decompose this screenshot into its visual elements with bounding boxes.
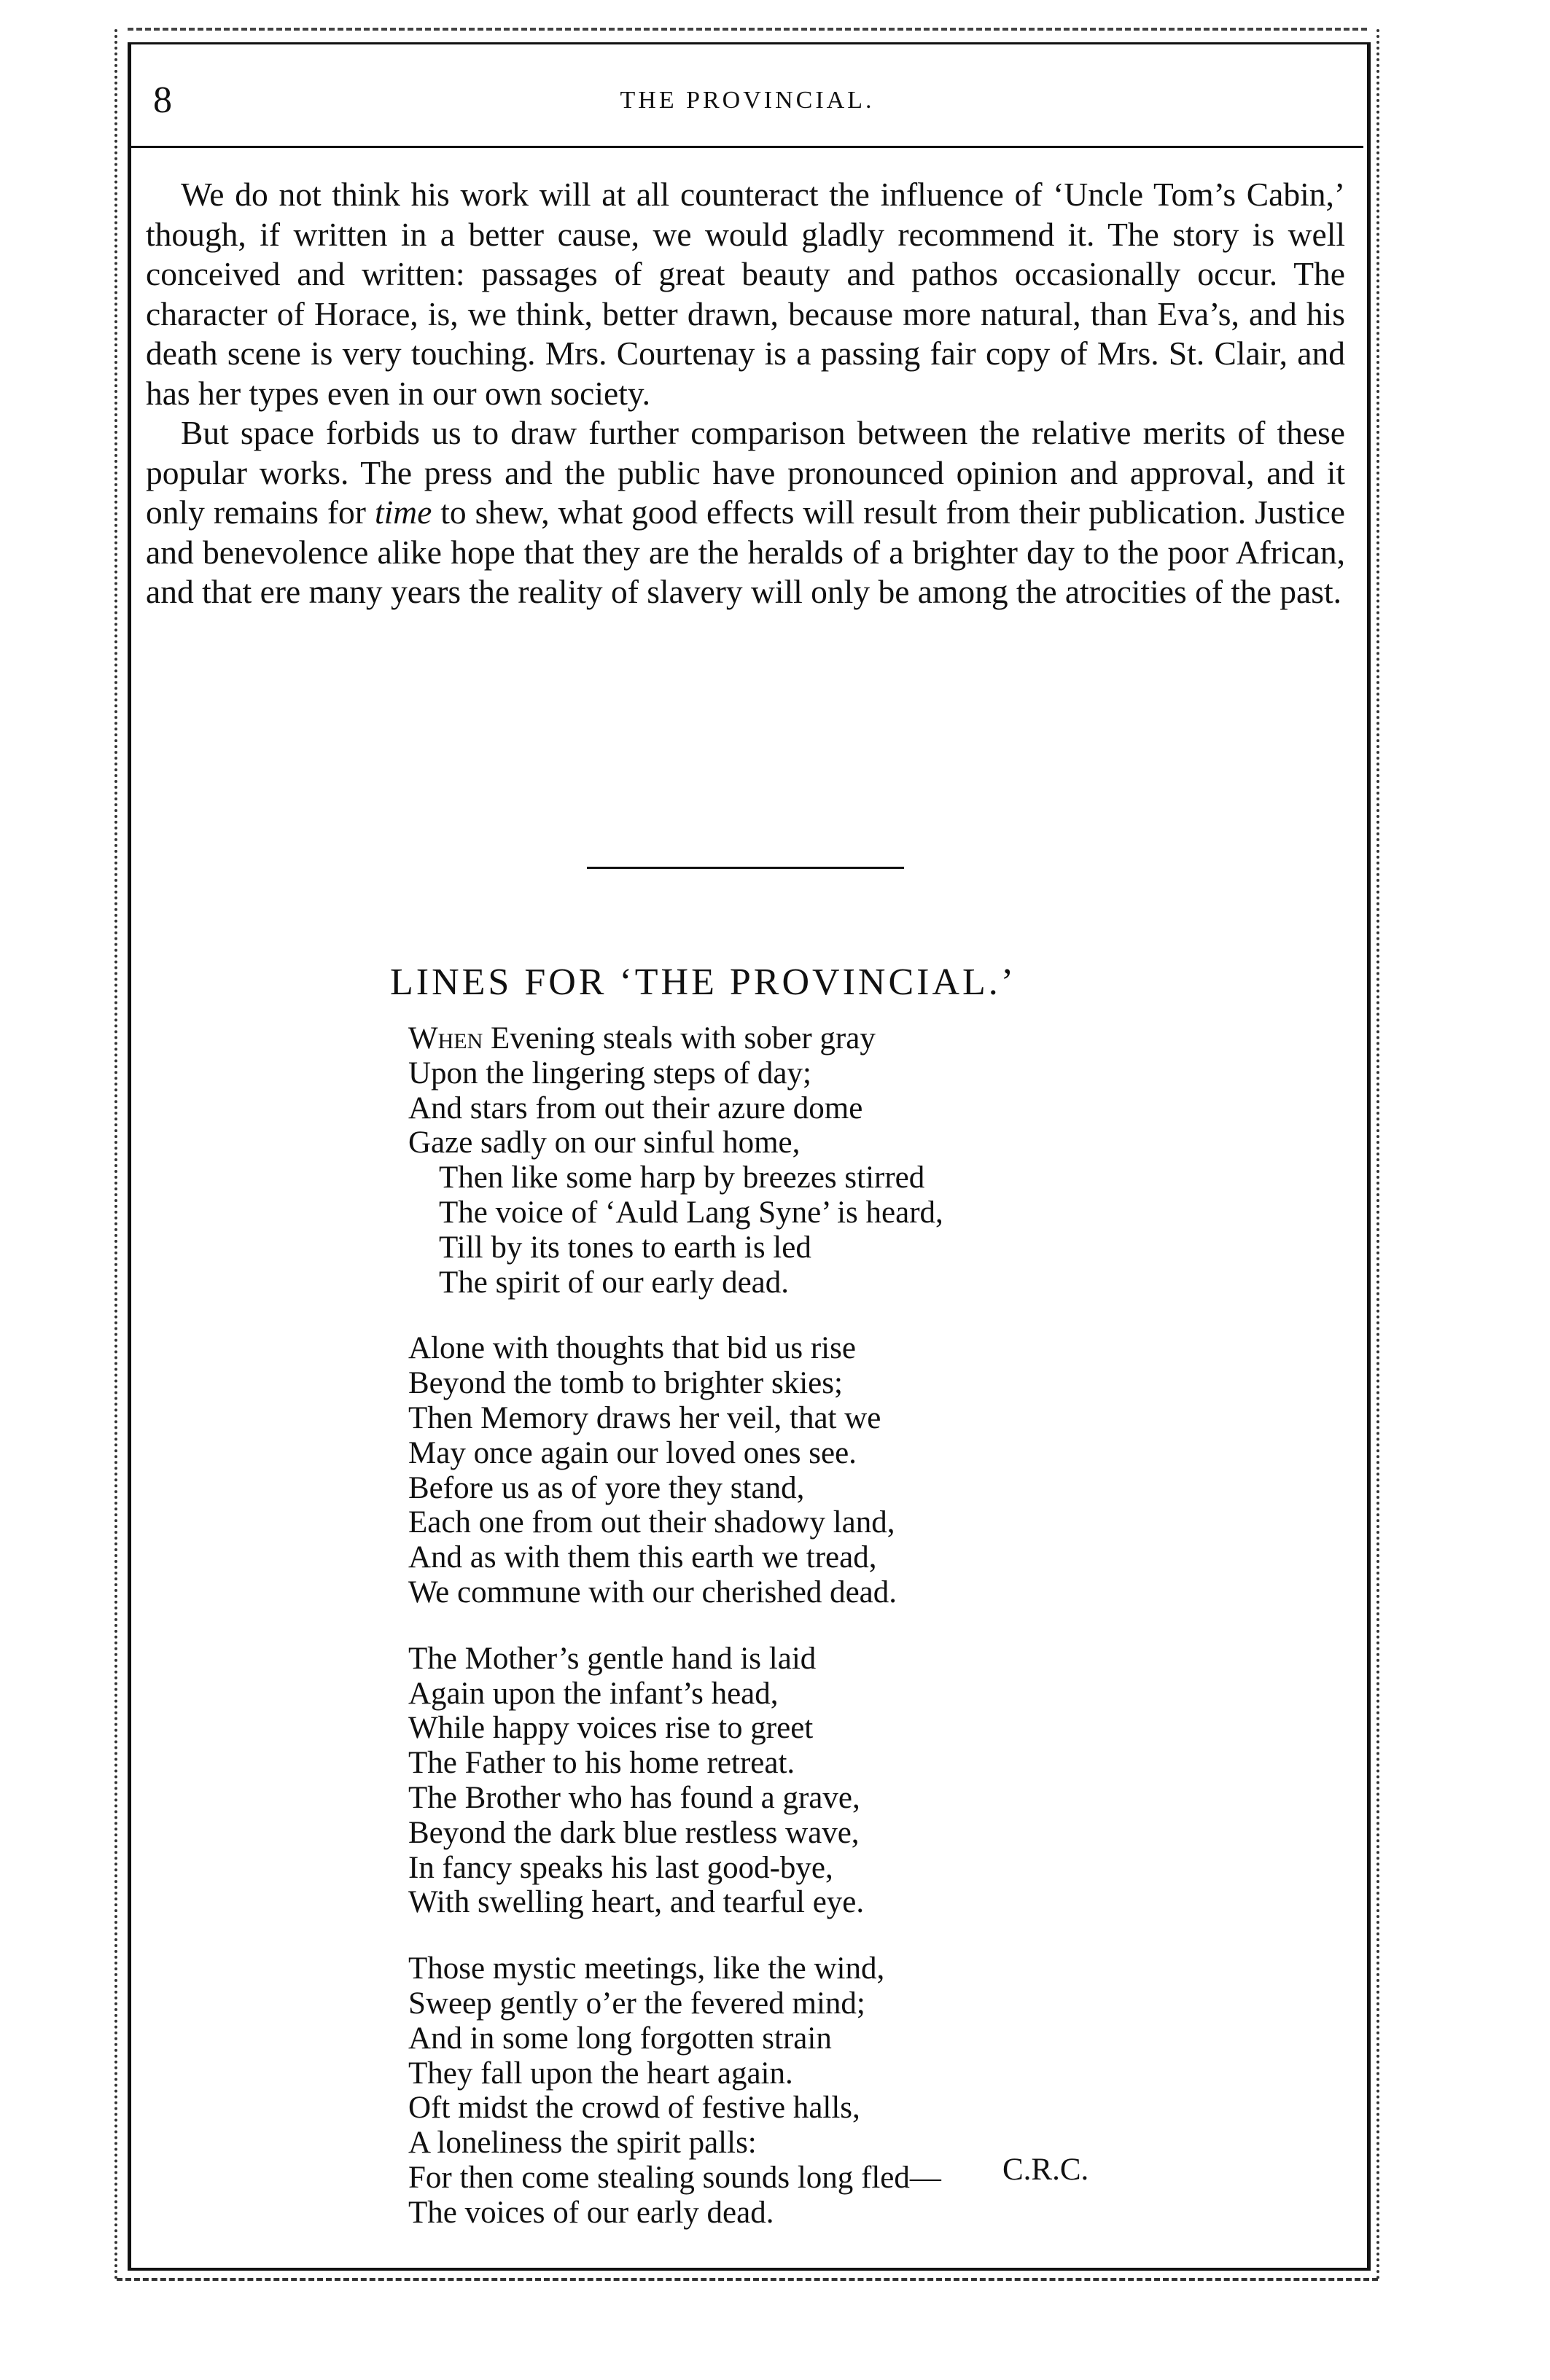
poem-line <box>408 1230 1283 1265</box>
paragraph-2-emphasis: time <box>374 493 432 531</box>
poem-line <box>408 1851 1283 1886</box>
poem-line-text: Then Memory draws her veil, that we <box>408 1400 881 1435</box>
poem-stanza <box>408 1642 1283 1920</box>
poem-line <box>408 1816 1283 1851</box>
poem-line <box>408 2091 1283 2126</box>
poem-line-text: Each one from out their shadowy land, <box>408 1505 895 1540</box>
poem-line <box>408 1331 1283 1366</box>
poem-line-text: Evening steals with sober gray <box>483 1021 876 1056</box>
paragraph-1-text: We do not think his work will at all counteract the influence of ‘Uncle Tom’s Cabin,’ though, if written in a better cause, we would gladly recommend it. The story is well conceived and written: passages of great beauty and pathos occasionally occur. The character of Horace, is, we think, better drawn, because more natural, than Eva’s, and his death scene is very touching. Mrs. Courtenay is a passing fair copy of Mrs. St. Clair, and has her types even in our own society. <box>146 176 1345 412</box>
poem-line-text: Till by its tones to earth is led <box>439 1230 811 1265</box>
article-body <box>146 175 1345 612</box>
poem-line-text: Gaze sadly on our sinful home, <box>408 1125 801 1160</box>
poem-line <box>408 1056 1283 1091</box>
poem-line <box>408 1160 1283 1195</box>
poem-line <box>408 1265 1283 1300</box>
poem-line <box>408 1505 1283 1540</box>
poem-line <box>408 2161 1283 2196</box>
poem-line <box>408 1746 1283 1781</box>
poem-line <box>408 1540 1283 1575</box>
poem-line-text: With swelling heart, and tearful eye. <box>408 1885 865 1920</box>
poem-line <box>408 1471 1283 1506</box>
poem-line-text: The Brother who has found a grave, <box>408 1780 860 1815</box>
article-paragraph-2 <box>146 413 1345 612</box>
poem-line <box>408 1642 1283 1677</box>
poem-line <box>408 2056 1283 2091</box>
poem-line-text: And in some long forgotten strain <box>408 2021 832 2056</box>
poem-line-text: Then like some harp by breezes stirred <box>439 1160 925 1195</box>
top-border-rule <box>128 28 1367 31</box>
poem-line-text: Oft midst the crowd of festive halls, <box>408 2091 860 2126</box>
poem-line-text: For then come stealing sounds long fled— <box>408 2160 941 2195</box>
poem-line-text: The voice of ‘Auld Lang Syne’ is heard, <box>439 1195 943 1230</box>
poem-line-text: The voices of our early dead. <box>408 2195 774 2230</box>
poem-line <box>408 1677 1283 1712</box>
poem-line-text: Sweep gently o’er the fevered mind; <box>408 1986 865 2021</box>
poem-line <box>408 2196 1283 2231</box>
section-divider <box>587 867 904 869</box>
poem-line <box>408 1575 1283 1610</box>
poem-line-text: Before us as of yore they stand, <box>408 1470 805 1505</box>
poem-line <box>408 1195 1283 1230</box>
paragraph-2-text-after: to shew, what good effects will result from their publication. Justice and benevolence alike hope that they are the heralds of a brighter day to the poor African, and that ere many years the reality of slavery will only be among the atrocities of the past. <box>146 493 1345 610</box>
poem-line <box>408 1021 1283 1056</box>
poem-line <box>408 1436 1283 1471</box>
poem-line-text: A loneliness the spirit palls: <box>408 2126 757 2161</box>
right-border-rule <box>1376 29 1379 2282</box>
left-border-rule <box>114 29 117 2282</box>
poem-line-text: In fancy speaks his last good-bye, <box>408 1850 833 1885</box>
poem-line <box>408 1885 1283 1920</box>
poem-line-text: May once again our loved ones see. <box>408 1435 857 1470</box>
page-header <box>131 66 1363 148</box>
poem-line <box>408 2126 1283 2161</box>
poem-line-text: Alone with thoughts that bid us rise <box>408 1331 856 1366</box>
poem-line <box>408 1781 1283 1816</box>
article-paragraph-1 <box>146 175 1345 413</box>
poem-line-text: And as with them this earth we tread, <box>408 1540 877 1575</box>
bottom-border-rule <box>117 2278 1378 2281</box>
poem-line-text: The spirit of our early dead. <box>439 1265 789 1300</box>
poem-line <box>408 1125 1283 1160</box>
poem-line-text: They fall upon the heart again. <box>408 2056 793 2091</box>
poem-line-text: Beyond the tomb to brighter skies; <box>408 1366 843 1401</box>
poem-line <box>408 1711 1283 1746</box>
poem-line <box>408 1091 1283 1126</box>
page-number: 8 <box>153 79 172 121</box>
poem-line-text: Upon the lingering steps of day; <box>408 1056 811 1090</box>
poem-line-text: Beyond the dark blue restless wave, <box>408 1815 860 1850</box>
poem-body <box>408 1021 1283 2231</box>
poem-line-text: Those mystic meetings, like the wind, <box>408 1951 885 1986</box>
paragraph-2-text-before: But space forbids us to draw further comparison between the relative merits of these popular works. The press and the public have pronounced opinion and approval, and it only remains for <box>146 414 1345 531</box>
poem-line-text: Again upon the infant’s head, <box>408 1676 779 1711</box>
poem-opening-word: When <box>408 1021 483 1056</box>
poem-line <box>408 2021 1283 2056</box>
poem-signature: C.R.C. <box>1002 2153 1089 2187</box>
poem-title: LINES FOR ‘THE PROVINCIAL.’ <box>390 961 1017 1003</box>
poem-line <box>408 1986 1283 2021</box>
running-head: THE PROVINCIAL. <box>620 87 875 114</box>
poem-stanza <box>408 1331 1283 1610</box>
poem-line-text: The Father to his home retreat. <box>408 1746 795 1781</box>
poem-line <box>408 1951 1283 1986</box>
poem-line-text: We commune with our cherished dead. <box>408 1575 897 1610</box>
poem-stanza <box>408 1021 1283 1300</box>
poem-stanza <box>408 1951 1283 2230</box>
poem-line-text: The Mother’s gentle hand is laid <box>408 1641 817 1676</box>
poem-line-text: And stars from out their azure dome <box>408 1090 863 1125</box>
poem-line-text: While happy voices rise to greet <box>408 1711 814 1746</box>
poem-line <box>408 1366 1283 1401</box>
poem-line <box>408 1401 1283 1436</box>
